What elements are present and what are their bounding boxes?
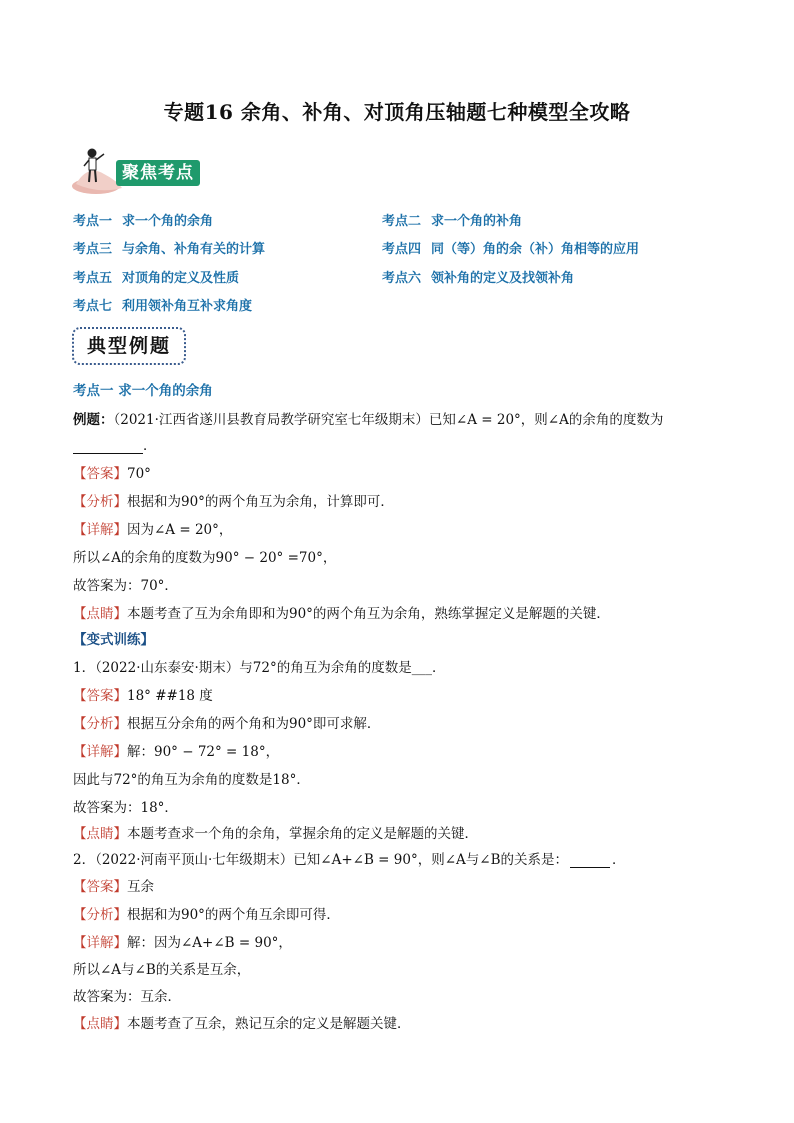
example-section-label: 典型例题 <box>72 327 186 365</box>
focus-banner <box>68 144 202 196</box>
q2-detail-line: 故答案为：互余． <box>73 989 181 1005</box>
knowledge-point-7: 考点七 利用领补角互补求角度 <box>73 299 253 314</box>
q1-analysis: 【分析】根据互分余角的两个角和为90°即可求解． <box>73 716 381 732</box>
section-head: 考点一 求一个角的余角 <box>73 383 213 399</box>
q2-question: 2．（2022·河南平顶山·七年级期末）已知∠A+∠B = 90°，则∠A与∠B的关系是： ． <box>73 852 626 868</box>
page-title: 专题16 余角、补角、对顶角压轴题七种模型全攻略 <box>163 100 631 124</box>
q2-detail-line: 所以∠A与∠B的关系是互余， <box>73 962 251 978</box>
knowledge-point-4: 考点四 同（等）角的余（补）角相等的应用 <box>382 242 640 257</box>
variant-training-head: 【变式训练】 <box>73 632 154 648</box>
q2-analysis: 【分析】根据和为90°的两个角互余即可得． <box>73 907 340 923</box>
q1-question: 1．（2022·山东泰安·期末）与72°的角互为余角的度数是___． <box>73 660 446 676</box>
knowledge-point-3: 考点三 与余角、补角有关的计算 <box>73 242 266 257</box>
q1-comment: 【点睛】本题考查求一个角的余角，掌握余角的定义是解题的关键． <box>73 826 478 842</box>
q1-detail-line: 故答案为：18°． <box>73 800 178 816</box>
example-question: 例题：（2021·江西省遂川县教育局教学研究室七年级期末）已知∠A = 20°，则∠A的余角的度数为 <box>73 412 664 428</box>
example-detail-line: 所以∠A的余角的度数为90° − 20° =70°， <box>73 550 337 566</box>
q2-comment: 【点睛】本题考查了互余，熟记互余的定义是解题关键． <box>73 1016 411 1032</box>
q2-detail: 【详解】解：因为∠A+∠B = 90°， <box>73 935 292 951</box>
knowledge-point-1: 考点一 求一个角的余角 <box>73 214 214 229</box>
example-analysis: 【分析】根据和为90°的两个角互为余角，计算即可． <box>73 494 394 510</box>
q1-detail-line: 因此与72°的角互为余角的度数是18°． <box>73 772 310 788</box>
example-comment: 【点睛】本题考查了互为余角即和为90°的两个角互为余角，熟练掌握定义是解题的关键． <box>73 606 610 622</box>
focus-banner-label: 聚焦考点 <box>116 160 200 186</box>
example-detail-line: 故答案为：70°． <box>73 578 178 594</box>
knowledge-point-6: 考点六 领补角的定义及找领补角 <box>382 271 575 286</box>
knowledge-point-5: 考点五 对顶角的定义及性质 <box>73 271 240 286</box>
q1-answer: 【答案】18° ##18 度 <box>73 688 213 704</box>
example-answer: 【答案】70° <box>73 466 151 482</box>
q1-detail: 【详解】解：90° − 72° = 18°， <box>73 744 280 760</box>
knowledge-point-2: 考点二 求一个角的补角 <box>382 214 523 229</box>
example-blank: ． <box>73 434 157 454</box>
answer-blank <box>73 439 143 454</box>
example-detail: 【详解】因为∠A = 20°， <box>73 522 233 538</box>
q2-answer: 【答案】互余 <box>73 879 154 895</box>
answer-blank <box>570 853 610 868</box>
